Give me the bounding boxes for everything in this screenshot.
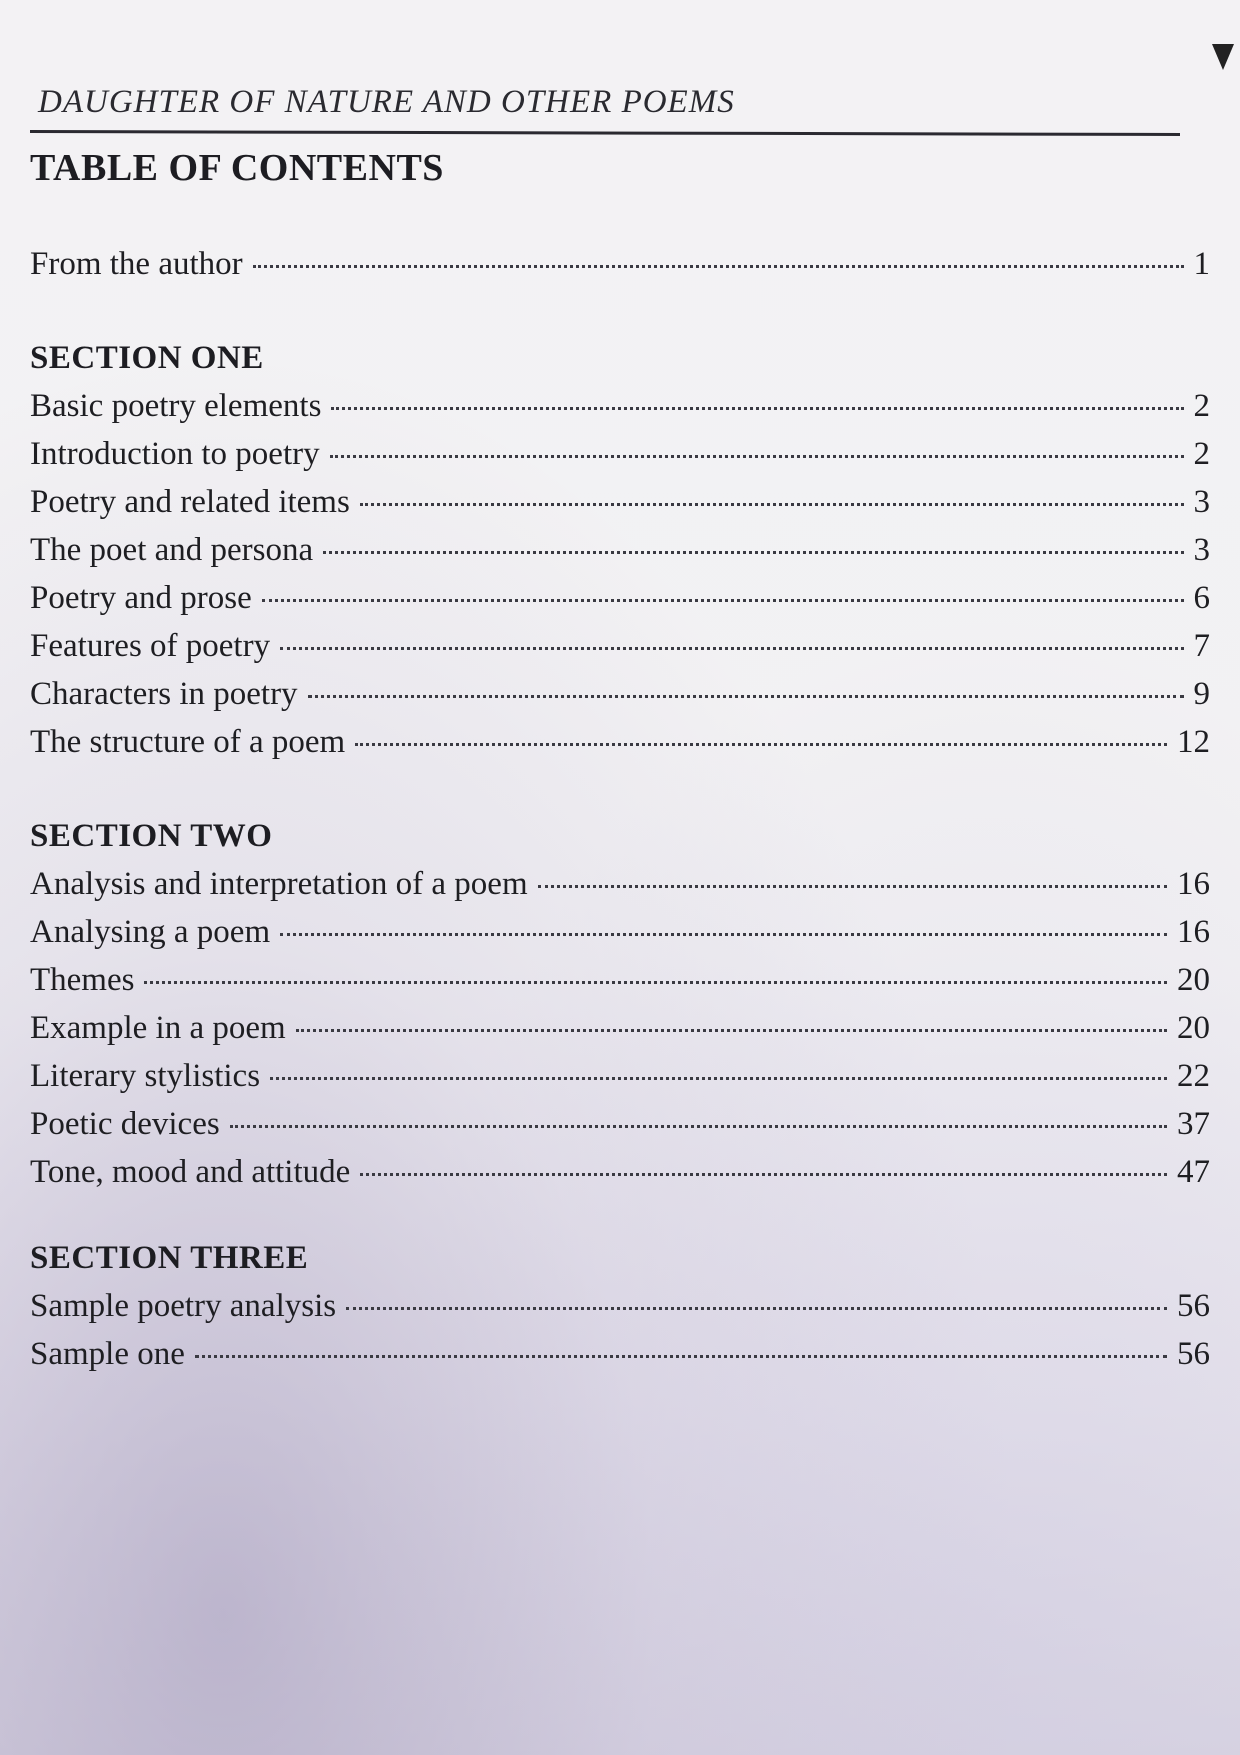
toc-entry[interactable] <box>30 430 1210 478</box>
toc-page-number: 16 <box>1177 866 1210 902</box>
toc-entry-label: Sample one <box>30 1336 185 1372</box>
dot-leader <box>230 1125 1167 1128</box>
toc-page-number: 56 <box>1177 1336 1210 1372</box>
toc-page-number: 2 <box>1193 388 1210 424</box>
toc-page-number: 7 <box>1193 628 1210 664</box>
toc-entry-label: Example in a poem <box>30 1010 286 1046</box>
toc-entry[interactable] <box>30 1282 1210 1330</box>
toc-entry-from-the-author[interactable] <box>30 240 1210 288</box>
toc-entry[interactable] <box>30 1330 1210 1378</box>
section-gap <box>30 1196 1210 1234</box>
toc-entry-label: Literary stylistics <box>30 1058 261 1094</box>
table-of-contents <box>30 240 1210 1378</box>
dot-leader <box>308 695 1184 698</box>
toc-page-number: 37 <box>1177 1106 1210 1142</box>
section-gap <box>30 288 1210 334</box>
toc-entry[interactable] <box>30 956 1210 1004</box>
corner-mark-icon <box>1212 44 1234 70</box>
section-heading-one: SECTION ONE <box>30 340 264 376</box>
dot-leader <box>331 407 1183 410</box>
toc-entry[interactable] <box>30 622 1210 670</box>
dot-leader <box>360 1173 1167 1176</box>
dot-leader <box>360 503 1184 506</box>
page-title: TABLE OF CONTENTS <box>30 147 444 189</box>
toc-entry-label: Sample poetry analysis <box>30 1288 337 1324</box>
toc-entry[interactable] <box>30 382 1210 430</box>
dot-leader <box>253 265 1184 268</box>
toc-page-number: 2 <box>1193 436 1210 472</box>
dot-leader <box>355 743 1167 746</box>
toc-entry[interactable] <box>30 1148 1210 1196</box>
toc-entry-label: Tone, mood and attitude <box>30 1154 351 1190</box>
running-header: DAUGHTER OF NATURE AND OTHER POEMS <box>38 84 735 120</box>
dot-leader <box>280 933 1167 936</box>
toc-entry-label: Poetic devices <box>30 1106 220 1142</box>
toc-entry[interactable] <box>30 478 1210 526</box>
dot-leader <box>330 455 1184 458</box>
dot-leader <box>270 1077 1167 1080</box>
toc-entry-label: Features of poetry <box>30 628 271 664</box>
dot-leader <box>280 647 1183 650</box>
toc-entry[interactable] <box>30 718 1210 766</box>
toc-page-number: 20 <box>1177 1010 1210 1046</box>
toc-page-number: 22 <box>1177 1058 1210 1094</box>
toc-entry[interactable] <box>30 860 1210 908</box>
toc-entry-label: The structure of a poem <box>30 724 346 760</box>
section-gap <box>30 766 1210 812</box>
toc-entry-label: Themes <box>30 962 135 998</box>
toc-page-number: 3 <box>1193 484 1210 520</box>
section-heading-two: SECTION TWO <box>30 818 273 854</box>
toc-entry-label: Basic poetry elements <box>30 388 322 424</box>
toc-page-number: 47 <box>1177 1154 1210 1190</box>
dot-leader <box>195 1355 1167 1358</box>
toc-entry[interactable] <box>30 908 1210 956</box>
toc-entry-label: The poet and persona <box>30 532 314 568</box>
toc-page-number: 9 <box>1193 676 1210 712</box>
toc-page-number: 16 <box>1177 914 1210 950</box>
dot-leader <box>323 551 1183 554</box>
toc-entry[interactable] <box>30 574 1210 622</box>
toc-entry-label: Introduction to poetry <box>30 436 320 472</box>
dot-leader <box>144 981 1167 984</box>
dot-leader <box>262 599 1184 602</box>
dot-leader <box>538 885 1167 888</box>
toc-page-number: 20 <box>1177 962 1210 998</box>
toc-entry-label: Analysing a poem <box>30 914 271 950</box>
dot-leader <box>346 1307 1167 1310</box>
toc-entry-label: From the author <box>30 246 243 282</box>
toc-entry[interactable] <box>30 1100 1210 1148</box>
toc-entry-label: Characters in poetry <box>30 676 298 712</box>
toc-entry[interactable] <box>30 526 1210 574</box>
toc-entry[interactable] <box>30 1004 1210 1052</box>
toc-page-number: 12 <box>1177 724 1210 760</box>
toc-entry-label: Poetry and prose <box>30 580 252 616</box>
toc-page-number: 3 <box>1193 532 1210 568</box>
toc-page-number: 6 <box>1193 580 1210 616</box>
toc-entry[interactable] <box>30 1052 1210 1100</box>
toc-entry[interactable] <box>30 670 1210 718</box>
toc-entry-label: Analysis and interpretation of a poem <box>30 866 528 902</box>
dot-leader <box>296 1029 1167 1032</box>
section-heading-three: SECTION THREE <box>30 1240 309 1276</box>
toc-page-number: 1 <box>1193 246 1210 282</box>
toc-entry-label: Poetry and related items <box>30 484 350 520</box>
toc-page-number: 56 <box>1177 1288 1210 1324</box>
